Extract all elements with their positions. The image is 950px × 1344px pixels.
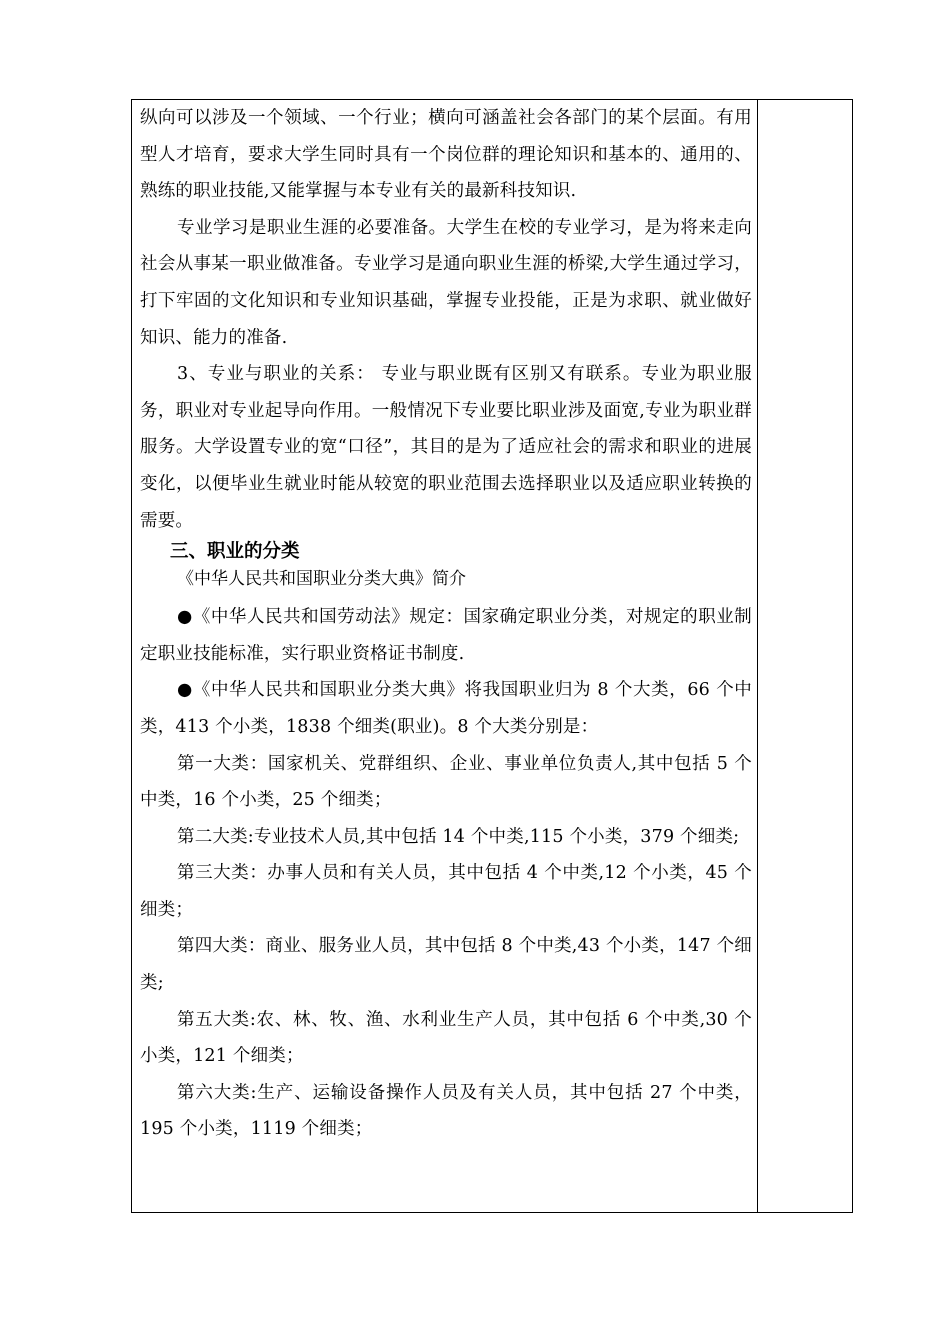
category-item: 第三大类：办事人员和有关人员，其中包括 4 个中类,12 个小类，45 个细类； xyxy=(140,863,752,920)
main-content-cell xyxy=(140,100,752,1148)
section-heading: 三、职业的分类 xyxy=(170,541,300,563)
section-subheading: 《中华人民共和国职业分类大典》简介 xyxy=(177,569,466,590)
category-item: 第二大类:专业技术人员,其中包括 14 个中类,115 个小类，379 个细类; xyxy=(177,826,740,847)
content-table xyxy=(131,99,853,1213)
category-item: 第六大类:生产、运输设备操作人员及有关人员，其中包括 27 个中类，195 个小类，1119 个细类； xyxy=(140,1082,752,1140)
category-item: 第四大类：商业、服务业人员，其中包括 8 个中类,43 个小类，147 个细类; xyxy=(140,936,752,994)
category-item: 第五大类:农、林、牧、渔、水利业生产人员，其中包括 6 个中类,30 个小类，121 个细类； xyxy=(140,1009,752,1067)
paragraph-major-vs-occupation: 3、专业与职业的关系： 专业与职业既有区别又有联系。专业为职业服务，职业对专业起导向作用。一般情况下专业要比职业涉及面宽,专业为职业群服务。大学设置专业的宽“口径”，其目的是为了适应社会的需求和职业的进展变化，以便毕业生就业时能从较宽的职业范围去选择职业以及适应职业转换的需要。 xyxy=(140,364,752,531)
category-item: 第一大类：国家机关、党群组织、企业、事业单位负责人,其中包括 5 个中类，16 个小类，25 个细类； xyxy=(140,753,752,811)
paragraph-professional-study: 专业学习是职业生涯的必要准备。大学生在校的专业学习，是为将来走向社会从事某一职业做准备。专业学习是通向职业生涯的桥梁,大学生通过学习，打下牢固的文化知识和专业知识基础，掌握专业投能，正是为求职、就业做好知识、能力的准备. xyxy=(140,217,752,348)
paragraph-talent-cultivation: 纵向可以涉及一个领域、一个行业；横向可涵盖社会各部门的某个层面。有用型人才培育，要求大学生同时具有一个岗位群的理论知识和基本的、通用的、熟练的职业技能,又能掌握与本专业有关的最新科技知识. xyxy=(140,108,752,202)
bullet-labor-law: ●《中华人民共和国劳动法》规定：国家确定职业分类，对规定的职业制定职业技能标准，实行职业资格证书制度. xyxy=(140,607,752,664)
column-divider xyxy=(757,100,758,1212)
bullet-classification-dictionary: ●《中华人民共和国职业分类大典》将我国职业归为 8 个大类，66 个中类，413 个小类，1838 个细类(职业)。8 个大类分别是： xyxy=(140,680,752,737)
